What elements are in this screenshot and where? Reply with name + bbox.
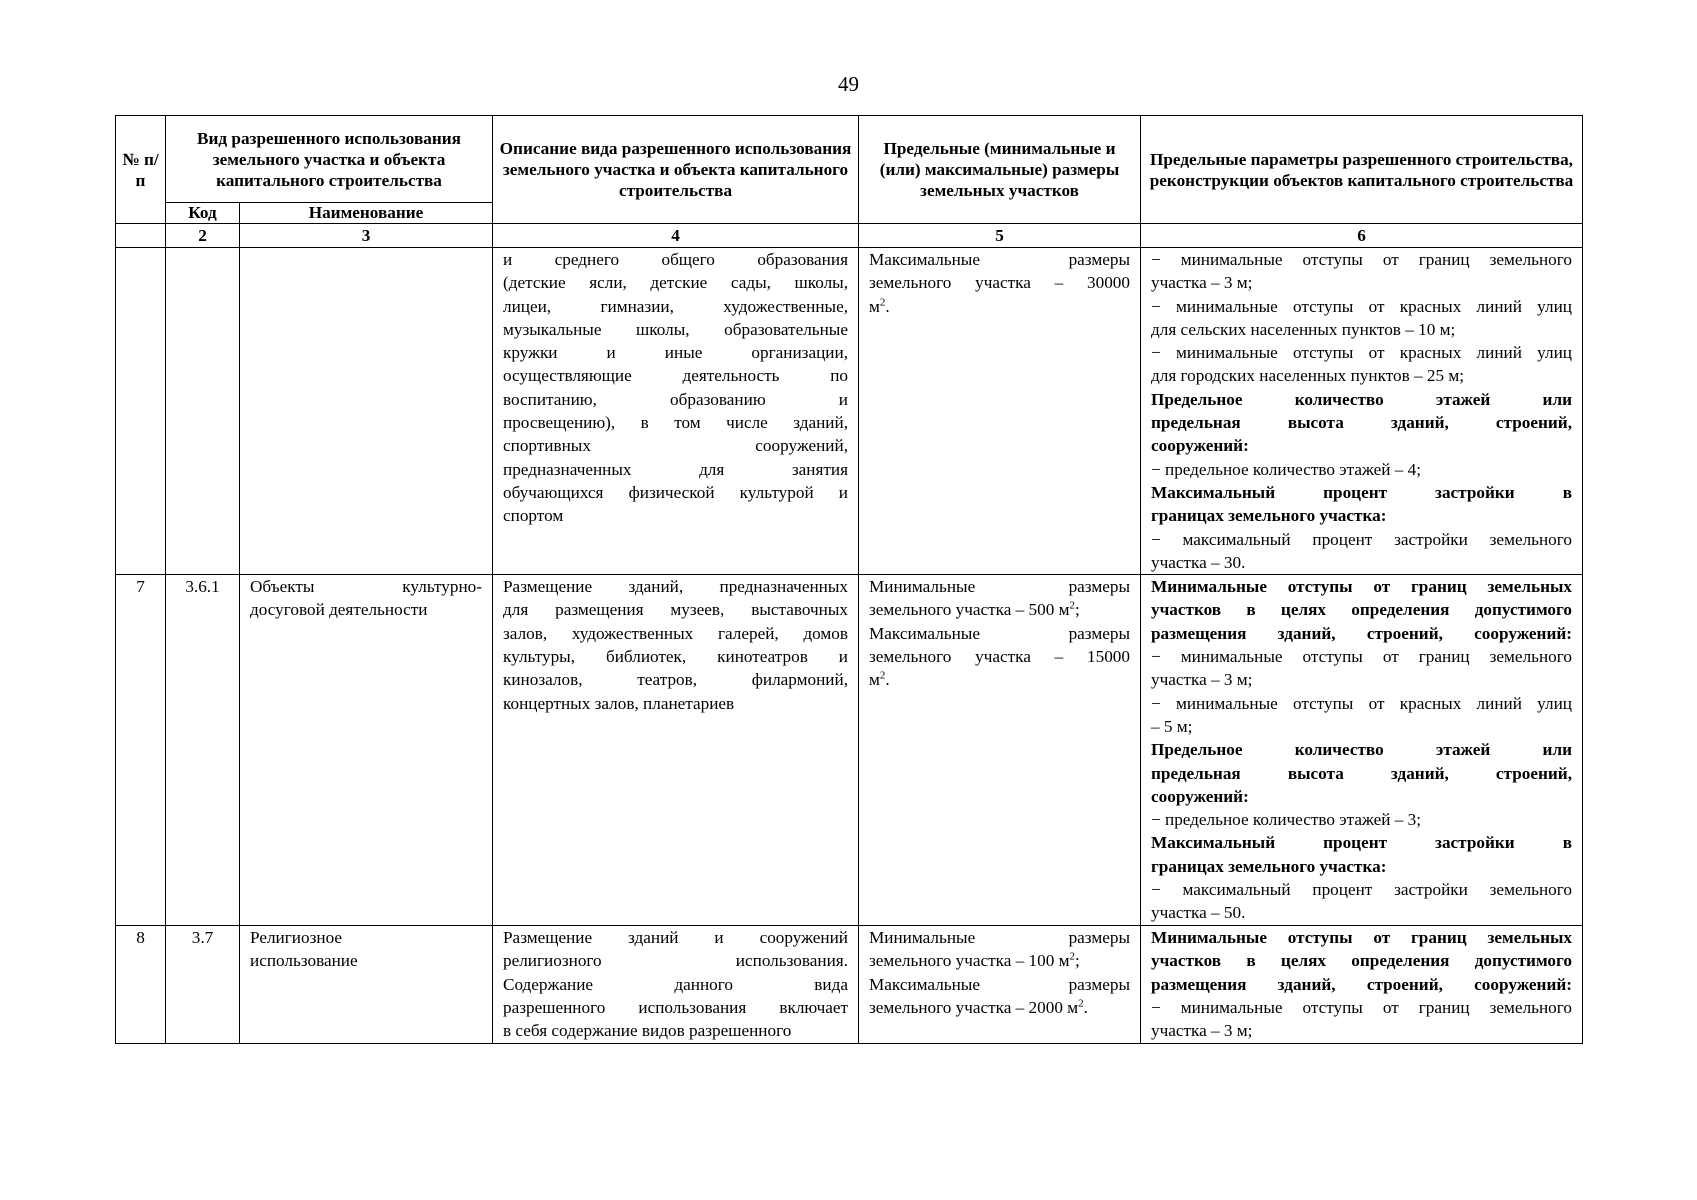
- param-line: для городских населенных пунктов – 25 м;: [1151, 366, 1465, 386]
- name-line: досуговой деятельности: [250, 600, 428, 620]
- param-line: − предельное количество этажей – 3;: [1151, 810, 1422, 830]
- row-sizes: [859, 248, 1141, 575]
- page-number: 49: [838, 72, 859, 96]
- param-line: для сельских населенных пунктов – 10 м;: [1151, 319, 1456, 339]
- param-heading: размещения зданий, строений, сооружений:: [1151, 623, 1572, 643]
- row-sizes: [859, 575, 1141, 926]
- size-line: Минимальные размеры: [869, 577, 1130, 597]
- header-kind-group: Вид разрешенного использования земельного участка и объекта капитального строительства: [166, 116, 493, 203]
- size-line: Максимальные размеры: [869, 974, 1130, 994]
- param-line: участка – 30.: [1151, 552, 1246, 572]
- param-heading: сооружений:: [1151, 436, 1249, 456]
- table-row: [116, 248, 1583, 575]
- description-line: обучающихся физической культурой и: [503, 482, 848, 502]
- column-number-row: [116, 224, 1583, 248]
- description-line: осуществляющие деятельность по: [503, 366, 848, 386]
- param-line: − максимальный процент застройки земельного: [1151, 529, 1572, 549]
- param-line: − предельное количество этажей – 4;: [1151, 459, 1422, 479]
- row-params: [1141, 926, 1583, 1043]
- param-line: участка – 3 м;: [1151, 1021, 1253, 1041]
- superscript: 2: [1069, 950, 1076, 963]
- description-line: для размещения музеев, выставочных: [503, 600, 848, 620]
- description-line: культуры, библиотек, кинотеатров и: [503, 647, 848, 667]
- description-line: спортом: [503, 506, 564, 526]
- name-line: Объекты культурно-: [250, 577, 482, 597]
- description-line: предназначенных для занятия: [503, 459, 848, 479]
- row-params: [1141, 575, 1583, 926]
- size-line: земельного участка – 500 $м^2$;: [869, 599, 1080, 620]
- header-code: Код: [166, 203, 240, 224]
- param-line: − минимальные отступы от границ земельного: [1151, 998, 1572, 1018]
- size-line: земельного участка – 100 $м^2$;: [869, 950, 1080, 971]
- param-heading: границах земельного участка:: [1151, 856, 1387, 876]
- header-name: Наименование: [240, 203, 493, 224]
- param-line: участка – 3 м;: [1151, 670, 1253, 690]
- row-params: [1141, 248, 1583, 575]
- table-row: [116, 926, 1583, 1043]
- row-number: 8: [116, 926, 166, 1043]
- param-heading: сооружений:: [1151, 786, 1249, 806]
- param-heading: предельная высота зданий, строений,: [1151, 413, 1572, 433]
- name-line: использование: [250, 951, 358, 971]
- param-line: участка – 50.: [1151, 903, 1246, 923]
- land-use-table: [115, 115, 1583, 1044]
- description-line: лицеи, гимназии, художественные,: [503, 296, 848, 316]
- size-line: $м^2$.: [869, 669, 890, 690]
- column-number: 3: [240, 224, 493, 248]
- column-number: [116, 224, 166, 248]
- size-line: земельного участка – 2000 $м^2$.: [869, 997, 1088, 1018]
- param-heading: размещения зданий, строений, сооружений:: [1151, 974, 1572, 994]
- param-line: – 5 м;: [1151, 716, 1193, 736]
- row-description: [493, 248, 859, 575]
- row-number: [116, 248, 166, 575]
- superscript: 2: [879, 669, 886, 682]
- row-code: 3.7: [166, 926, 240, 1043]
- param-line: участка – 3 м;: [1151, 273, 1253, 293]
- description-line: музыкальные школы, образовательные: [503, 319, 848, 339]
- description-line: Содержание данного вида: [503, 974, 848, 994]
- param-line: − минимальные отступы от границ земельного: [1151, 250, 1572, 269]
- superscript: 2: [1078, 997, 1084, 1010]
- size-line: $м^2$.: [869, 295, 890, 316]
- superscript: 2: [879, 295, 886, 308]
- param-heading: участков в целях определения допустимого: [1151, 600, 1572, 620]
- row-description: [493, 926, 859, 1043]
- description-line: и среднего общего образования: [503, 250, 848, 269]
- param-line: − минимальные отступы от красных линий улиц: [1151, 296, 1572, 316]
- description-line: кинозалов, театров, филармоний,: [503, 670, 848, 690]
- row-name: [240, 575, 493, 926]
- param-heading: Предельное количество этажей или: [1151, 740, 1572, 760]
- description-line: концертных залов, планетариев: [503, 693, 735, 713]
- row-description: [493, 575, 859, 926]
- param-heading: Предельное количество этажей или: [1151, 389, 1572, 409]
- param-heading: границах земельного участка:: [1151, 506, 1387, 526]
- row-code: 3.6.1: [166, 575, 240, 926]
- row-sizes: [859, 926, 1141, 1043]
- size-line: земельного участка – 30000: [869, 273, 1130, 293]
- column-number: 2: [166, 224, 240, 248]
- row-name: [240, 926, 493, 1043]
- description-line: кружки и иные организации,: [503, 343, 848, 363]
- param-heading: Минимальные отступы от границ земельных: [1151, 928, 1572, 948]
- param-line: − минимальные отступы от границ земельного: [1151, 647, 1572, 667]
- header-num: № п/п: [116, 116, 166, 224]
- description-line: залов, художественных галерей, домов: [503, 623, 848, 643]
- column-number: 6: [1141, 224, 1583, 248]
- description-line: разрешенного использования включает: [503, 998, 848, 1018]
- param-heading: Максимальный процент застройки в: [1151, 833, 1572, 853]
- row-name: [240, 248, 493, 575]
- param-heading: участков в целях определения допустимого: [1151, 951, 1572, 971]
- description-line: (детские ясли, детские сады, школы,: [503, 273, 848, 293]
- description-line: просвещению), в том числе зданий,: [503, 413, 848, 433]
- description-line: религиозного использования.: [503, 951, 848, 971]
- size-line: Максимальные размеры: [869, 623, 1130, 643]
- header-sizes: Предельные (минимальные и (или) максимальные) размеры земельных участков: [859, 116, 1141, 224]
- header-description: Описание вида разрешенного использования земельного участка и объекта капитального строительства: [493, 116, 859, 224]
- description-line: воспитанию, образованию и: [503, 389, 848, 409]
- description-line: в себя содержание видов разрешенного: [503, 1021, 792, 1041]
- superscript: 2: [1069, 599, 1076, 612]
- name-line: Религиозное: [250, 928, 342, 948]
- size-line: земельного участка – 15000: [869, 647, 1130, 667]
- description-line: Размещение зданий и сооружений: [503, 928, 848, 948]
- row-code: [166, 248, 240, 575]
- row-number: 7: [116, 575, 166, 926]
- size-line: Максимальные размеры: [869, 250, 1130, 269]
- param-heading: Максимальный процент застройки в: [1151, 482, 1572, 502]
- param-heading: предельная высота зданий, строений,: [1151, 763, 1572, 783]
- param-line: − минимальные отступы от красных линий улиц: [1151, 343, 1572, 363]
- size-line: Минимальные размеры: [869, 928, 1130, 948]
- param-line: − минимальные отступы от красных линий улиц: [1151, 693, 1572, 713]
- param-heading: Минимальные отступы от границ земельных: [1151, 577, 1572, 597]
- description-line: Размещение зданий, предназначенных: [503, 577, 848, 597]
- header-params: Предельные параметры разрешенного строительства, реконструкции объектов капитального строительства: [1141, 116, 1583, 224]
- description-line: спортивных сооружений,: [503, 436, 848, 456]
- table-row: [116, 575, 1583, 926]
- column-number: 5: [859, 224, 1141, 248]
- column-number: 4: [493, 224, 859, 248]
- param-line: − максимальный процент застройки земельного: [1151, 880, 1572, 900]
